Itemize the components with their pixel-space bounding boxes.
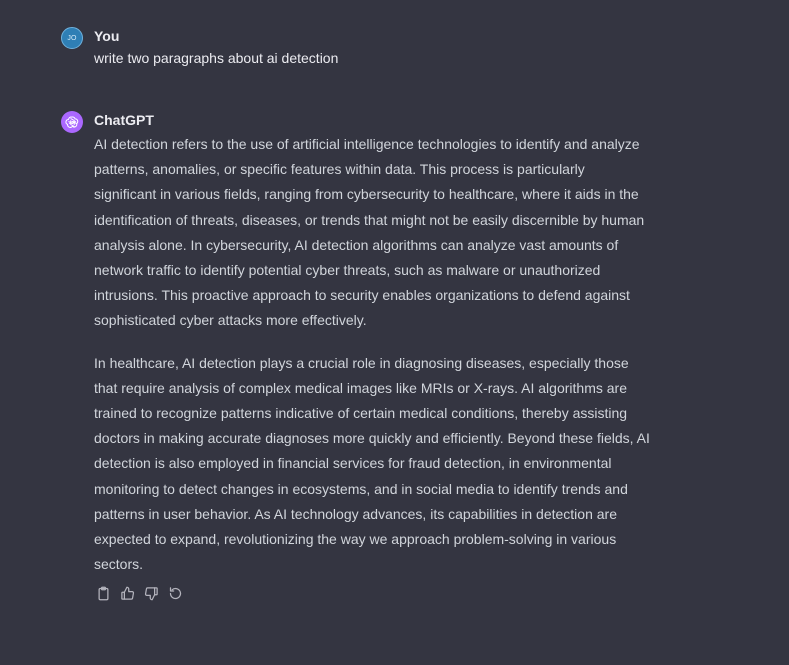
clipboard-icon [96, 586, 111, 601]
regenerate-icon [168, 586, 183, 601]
regenerate-button[interactable] [166, 584, 184, 602]
thumbs-down-button[interactable] [142, 584, 160, 602]
thumbs-up-button[interactable] [118, 584, 136, 602]
thumbs-down-icon [144, 586, 159, 601]
thumbs-up-icon [120, 586, 135, 601]
chatgpt-logo-icon [61, 111, 83, 133]
copy-button[interactable] [94, 584, 112, 602]
response-paragraph: AI detection refers to the use of artificial intelligence technologies to identify and analyze patterns, anomalies, or specific features within data. This process is particularly significant in various fields, ranging from cybersecurity to healthcare, where it aids in the identification of threats, diseases, or trends that might not be easily discernible by human analysis alone. In cybersecurity, AI detection algorithms can analyze vast amounts of network traffic to identify potential cyber threats, such as malware or unauthorized intrusions. This proactive approach to security enables organizations to defend against sophisticated cyber attacks more effectively. [94, 136, 645, 329]
user-avatar-initials: JO [67, 34, 77, 42]
user-message-text: write two paragraphs about ai detection [94, 50, 339, 66]
assistant-author-name: ChatGPT [94, 112, 154, 128]
user-avatar [61, 27, 83, 49]
response-paragraph: In healthcare, AI detection plays a crucial role in diagnosing diseases, especially those that require analysis of complex medical images like MRIs or X-rays. AI algorithms are trained to recognize patterns indicative of certain medical conditions, thereby assisting doctors in making accurate diagnoses more quickly and efficiently. Beyond these fields, AI detection is also employed in financial services for fraud detection, in environmental monitoring to detect changes in ecosystems, and in social media to identify trends and patterns in user behavior. As AI technology advances, its capabilities in detection are expected to expand, revolutionizing the way we approach problem-solving in various sectors. [94, 354, 650, 573]
user-author-name: You [94, 28, 120, 44]
message-actions [94, 584, 184, 602]
